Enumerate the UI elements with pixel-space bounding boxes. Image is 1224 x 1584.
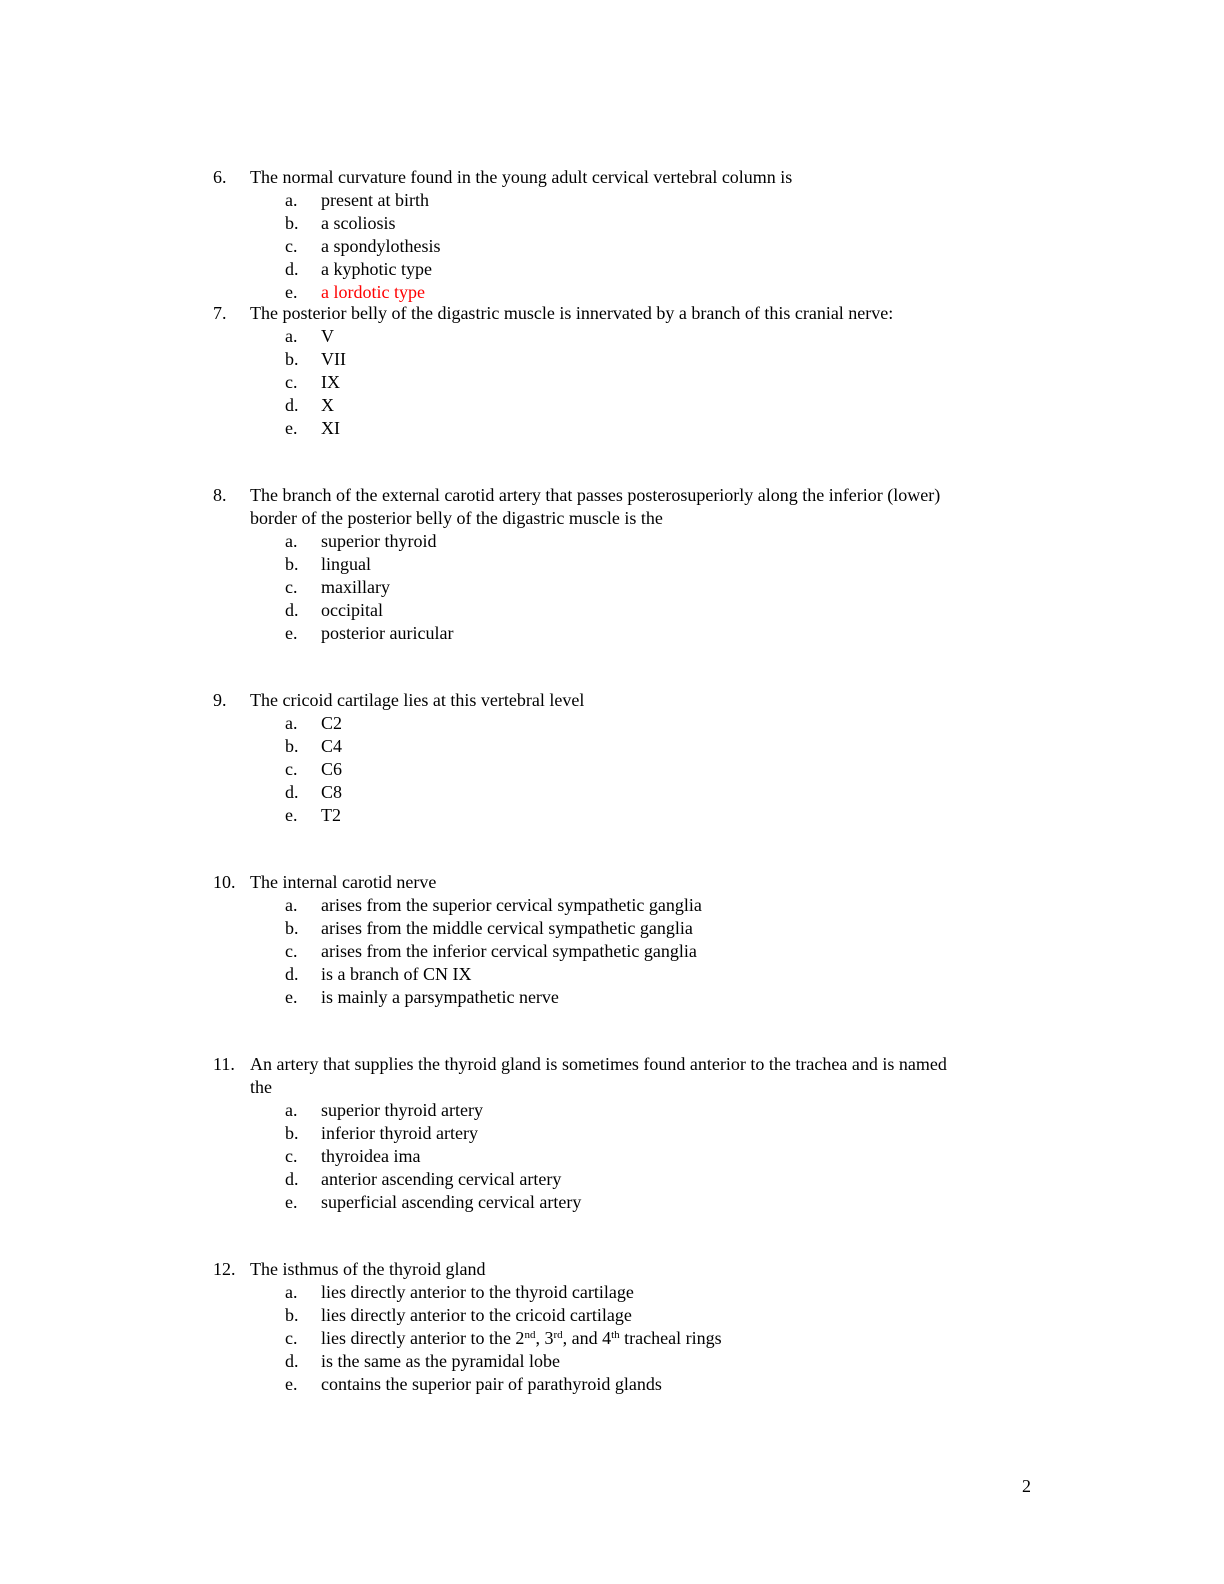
- option-letter: b.: [285, 1305, 299, 1325]
- question-number: 8.: [213, 485, 227, 505]
- question-stem: [0, 302, 1224, 325]
- option-d: [0, 394, 1224, 417]
- option-text: contains the superior pair of parathyroid glands: [321, 1374, 662, 1394]
- question-stem-continued: [0, 507, 1224, 530]
- option-text: posterior auricular: [321, 623, 454, 643]
- question-text: The cricoid cartilage lies at this vertebral level: [250, 690, 585, 710]
- question-stem-continued: [0, 1076, 1224, 1099]
- question-number: 11.: [213, 1054, 235, 1074]
- option-letter: e.: [285, 282, 298, 302]
- option-letter: e.: [285, 418, 298, 438]
- option-text: a scoliosis: [321, 213, 396, 233]
- option-text-part: lies directly anterior to the 2: [321, 1328, 525, 1348]
- question-number: 10.: [213, 872, 236, 892]
- option-text: is a branch of CN IX: [321, 964, 472, 984]
- option-b: [0, 348, 1224, 371]
- option-text: anterior ascending cervical artery: [321, 1169, 562, 1189]
- page-number: 2: [1022, 1476, 1031, 1496]
- question-stem: [0, 484, 1224, 507]
- question-8: [0, 484, 1224, 645]
- option-letter: a.: [285, 1282, 298, 1302]
- question-10: [0, 871, 1224, 1009]
- option-a: [0, 530, 1224, 553]
- question-number: 6.: [213, 167, 227, 187]
- option-text: inferior thyroid artery: [321, 1123, 478, 1143]
- option-text: arises from the middle cervical sympathetic ganglia: [321, 918, 693, 938]
- option-letter: c.: [285, 372, 298, 392]
- option-text-correct-answer: a lordotic type: [321, 282, 425, 302]
- option-letter: a.: [285, 895, 298, 915]
- option-text: superior thyroid: [321, 531, 437, 551]
- option-text-part: tracheal rings: [619, 1328, 722, 1348]
- question-stem: [0, 871, 1224, 894]
- option-letter: a.: [285, 326, 298, 346]
- question-text: The posterior belly of the digastric muscle is innervated by a branch of this cranial nerve:: [250, 303, 894, 323]
- option-a: [0, 325, 1224, 348]
- option-c: [0, 1145, 1224, 1168]
- option-letter: b.: [285, 1123, 299, 1143]
- option-text: X: [321, 395, 334, 415]
- option-letter: d.: [285, 782, 299, 802]
- option-letter: c.: [285, 236, 298, 256]
- option-text: C2: [321, 713, 343, 733]
- question-12: [0, 1258, 1224, 1396]
- option-b: [0, 212, 1224, 235]
- option-letter: c.: [285, 577, 298, 597]
- option-text: C4: [321, 736, 343, 756]
- option-letter: c.: [285, 941, 298, 961]
- option-letter: b.: [285, 213, 299, 233]
- option-text: superior thyroid artery: [321, 1100, 483, 1120]
- option-c: [0, 235, 1224, 258]
- option-text: XI: [321, 418, 340, 438]
- option-text: arises from the superior cervical sympathetic ganglia: [321, 895, 702, 915]
- option-d: [0, 599, 1224, 622]
- option-text: C8: [321, 782, 343, 802]
- option-text: a kyphotic type: [321, 259, 432, 279]
- option-letter: b.: [285, 918, 299, 938]
- option-e: [0, 986, 1224, 1009]
- ordinal-suffix: nd: [524, 1329, 536, 1341]
- option-letter: e.: [285, 1192, 298, 1212]
- option-letter: e.: [285, 623, 298, 643]
- option-text: superficial ascending cervical artery: [321, 1192, 582, 1212]
- option-d: [0, 1168, 1224, 1191]
- option-text: VII: [321, 349, 346, 369]
- option-text: [321, 1327, 722, 1350]
- question-text: The normal curvature found in the young adult cervical vertebral column is: [250, 167, 793, 187]
- option-letter: d.: [285, 395, 299, 415]
- option-text: arises from the inferior cervical sympathetic ganglia: [321, 941, 697, 961]
- option-letter: e.: [285, 1374, 298, 1394]
- question-stem: [0, 1053, 1224, 1076]
- option-d: [0, 781, 1224, 804]
- option-letter: d.: [285, 259, 299, 279]
- option-d: [0, 1350, 1224, 1373]
- question-number: 9.: [213, 690, 227, 710]
- option-letter: a.: [285, 190, 298, 210]
- option-letter: e.: [285, 987, 298, 1007]
- option-letter: c.: [285, 1328, 298, 1348]
- option-text: T2: [321, 805, 341, 825]
- question-11: [0, 1053, 1224, 1214]
- option-c: [0, 940, 1224, 963]
- question-text: An artery that supplies the thyroid gland is sometimes found anterior to the trachea and is named: [250, 1054, 947, 1074]
- question-number: 7.: [213, 303, 227, 323]
- option-b: [0, 553, 1224, 576]
- option-c: [0, 758, 1224, 781]
- option-text: occipital: [321, 600, 383, 620]
- ordinal-suffix: th: [611, 1329, 620, 1341]
- option-letter: a.: [285, 713, 298, 733]
- option-text: present at birth: [321, 190, 429, 210]
- option-c: [0, 371, 1224, 394]
- option-a: [0, 1281, 1224, 1304]
- option-text: lingual: [321, 554, 371, 574]
- option-d: [0, 258, 1224, 281]
- option-text: is the same as the pyramidal lobe: [321, 1351, 560, 1371]
- question-stem: [0, 689, 1224, 712]
- option-letter: b.: [285, 554, 299, 574]
- option-letter: d.: [285, 600, 299, 620]
- question-text: the: [250, 1077, 272, 1097]
- option-letter: c.: [285, 759, 298, 779]
- question-stem: [0, 1258, 1224, 1281]
- question-text: The internal carotid nerve: [250, 872, 437, 892]
- option-a: [0, 1099, 1224, 1122]
- option-c: [0, 576, 1224, 599]
- option-letter: a.: [285, 531, 298, 551]
- option-letter: a.: [285, 1100, 298, 1120]
- option-b: [0, 917, 1224, 940]
- option-e: [0, 281, 1224, 304]
- question-6: [0, 166, 1224, 304]
- option-text: maxillary: [321, 577, 390, 597]
- option-letter: b.: [285, 349, 299, 369]
- option-e: [0, 417, 1224, 440]
- option-e: [0, 1373, 1224, 1396]
- question-text: The isthmus of the thyroid gland: [250, 1259, 486, 1279]
- option-e: [0, 804, 1224, 827]
- option-e: [0, 1191, 1224, 1214]
- option-text: V: [321, 326, 334, 346]
- option-text-part: , 3: [535, 1328, 554, 1348]
- option-letter: c.: [285, 1146, 298, 1166]
- option-letter: d.: [285, 964, 299, 984]
- option-text: lies directly anterior to the cricoid cartilage: [321, 1305, 632, 1325]
- ordinal-suffix: rd: [553, 1329, 563, 1341]
- option-letter: d.: [285, 1169, 299, 1189]
- option-letter: d.: [285, 1351, 299, 1371]
- option-letter: b.: [285, 736, 299, 756]
- option-e: [0, 622, 1224, 645]
- option-c: [0, 1327, 1224, 1350]
- question-text: The branch of the external carotid artery that passes posterosuperiorly along the inferior (lower): [250, 485, 941, 505]
- question-stem: [0, 166, 1224, 189]
- question-text: border of the posterior belly of the digastric muscle is the: [250, 508, 663, 528]
- question-7: [0, 302, 1224, 440]
- option-a: [0, 189, 1224, 212]
- option-d: [0, 963, 1224, 986]
- option-b: [0, 735, 1224, 758]
- option-letter: e.: [285, 805, 298, 825]
- option-a: [0, 712, 1224, 735]
- option-b: [0, 1122, 1224, 1145]
- question-number: 12.: [213, 1259, 236, 1279]
- option-b: [0, 1304, 1224, 1327]
- option-text: a spondylothesis: [321, 236, 441, 256]
- option-text: IX: [321, 372, 340, 392]
- option-text-part: , and 4: [562, 1328, 612, 1348]
- question-9: [0, 689, 1224, 827]
- option-a: [0, 894, 1224, 917]
- option-text: lies directly anterior to the thyroid cartilage: [321, 1282, 634, 1302]
- option-text: C6: [321, 759, 343, 779]
- option-text: is mainly a parsympathetic nerve: [321, 987, 559, 1007]
- option-text: thyroidea ima: [321, 1146, 421, 1166]
